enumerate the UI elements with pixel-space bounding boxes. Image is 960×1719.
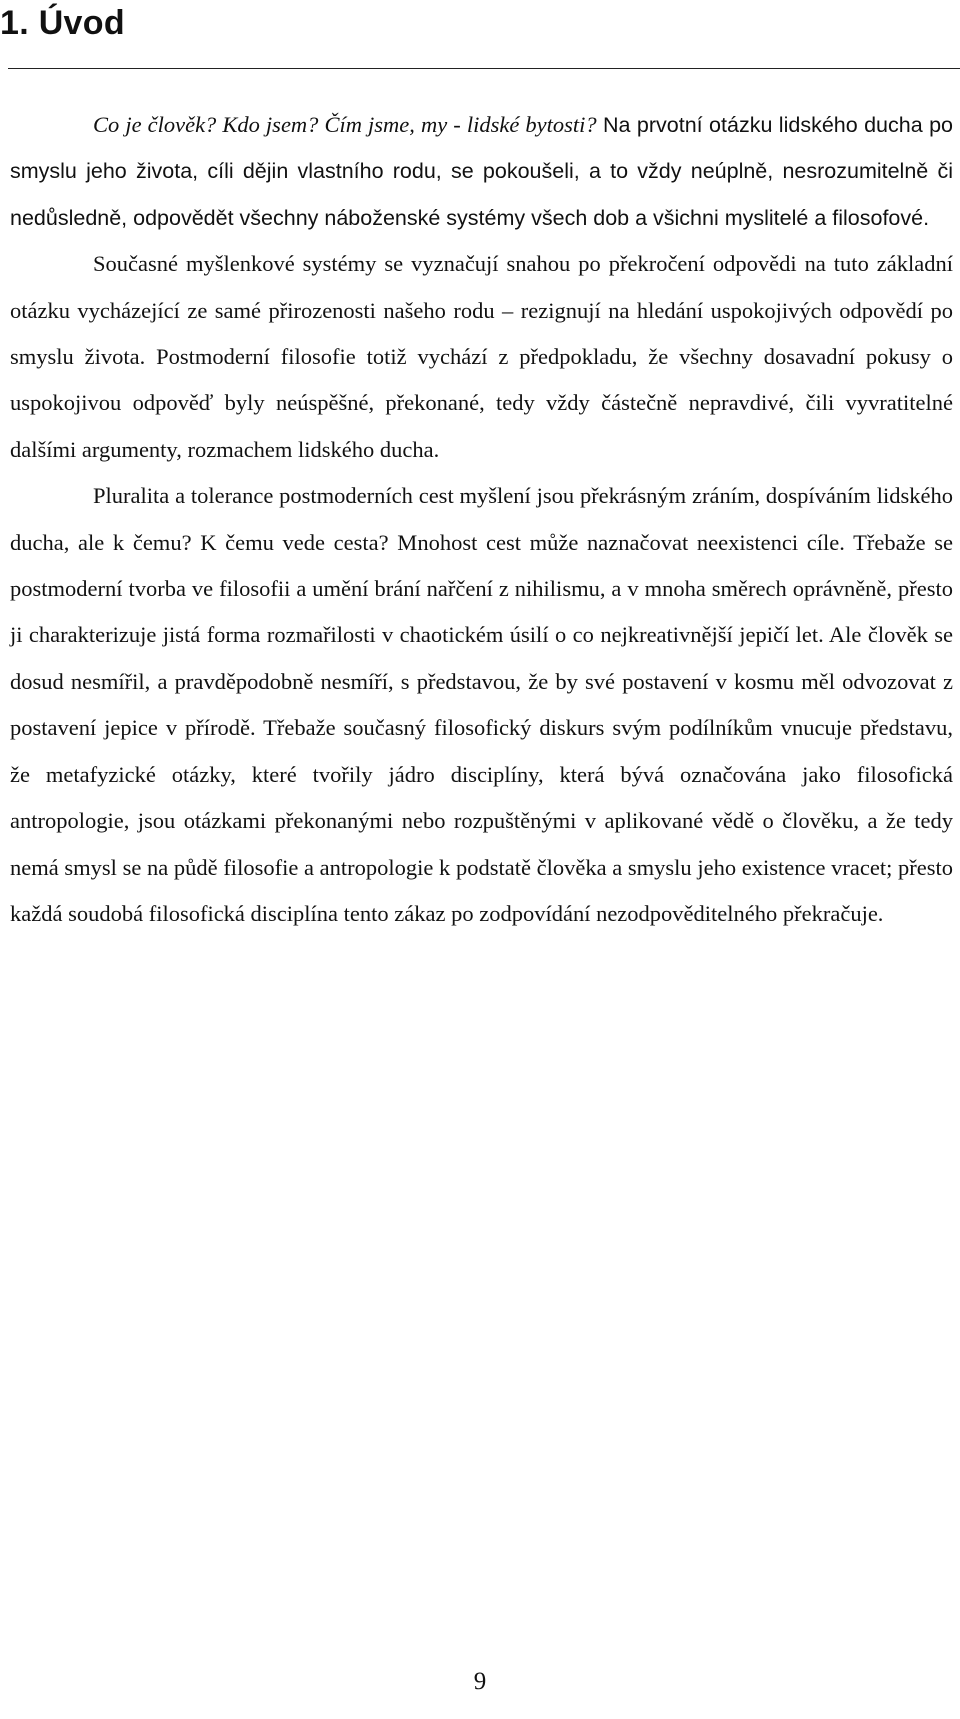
body-text (10, 102, 953, 937)
paragraph-3: Pluralita a tolerance postmoderních cest myšlení jsou překrásným zráním, dospíváním lidského ducha, ale k čemu? K čemu vede cesta? Mnohost cest může naznačovat neexistenci cíle. Třebaže se postmoderní tvorba ve filosofii a umění brání nařčení z nihilismu, a v mnoha směrech oprávněně, přesto ji charakterizuje jistá forma rozmařilosti v chaotickém úsilí o co nejkreativnější jepičí let. Ale člověk se dosud nesmířil, a pravděpodobně nesmíří, s představou, že by své postavení v kosmu měl odvozovat z postavení jepice v přírodě. Třebaže současný filosofický diskurs svým podílníkům vnucuje představu, že metafyzické otázky, které tvořily jádro disciplíny, která bývá označována jako filosofická antropologie, jsou otázkami překonanými nebo rozpuštěnými v aplikované vědě o člověku, a že tedy nemá smysl se na půdě filosofie a antropologie k podstatě člověka a smyslu jeho existence vracet; přesto každá soudobá filosofická disciplína tento zákaz po zodpovídání nezodpověditelného překračuje. (10, 483, 953, 926)
chapter-heading: 1. Úvod (0, 4, 125, 42)
opening-questions: Co je člověk? Kdo jsem? Čím jsme, my - lidské bytosti? (93, 112, 597, 137)
paragraph-2: Současné myšlenkové systémy se vyznačují snahou po překročení odpovědi na tuto základní otázku vycházející ze samé přirozenosti našeho rodu – rezignují na hledání uspokojivých odpovědí po smyslu života. Postmoderní filosofie totiž vychází z předpokladu, že všechny dosavadní pokusy o uspokojivou odpověď byly neúspěšné, překonané, tedy vždy částečně nepravdivé, čili vyvratitelné dalšími argumenty, rozmachem lidského ducha. (10, 251, 953, 462)
heading-divider (8, 68, 960, 69)
page-number: 9 (473, 1668, 487, 1695)
paragraph-1 (10, 102, 953, 241)
paragraph-1-text: Na prvotní otázku lidského ducha po smyslu jeho života, cíli dějin vlastního rodu, se pokoušeli, a to vždy neúplně, nesrozumitelně či nedůsledně, odpovědět všechny náboženské systémy všech dob a všichni myslitelé a filosofové. (10, 113, 954, 230)
